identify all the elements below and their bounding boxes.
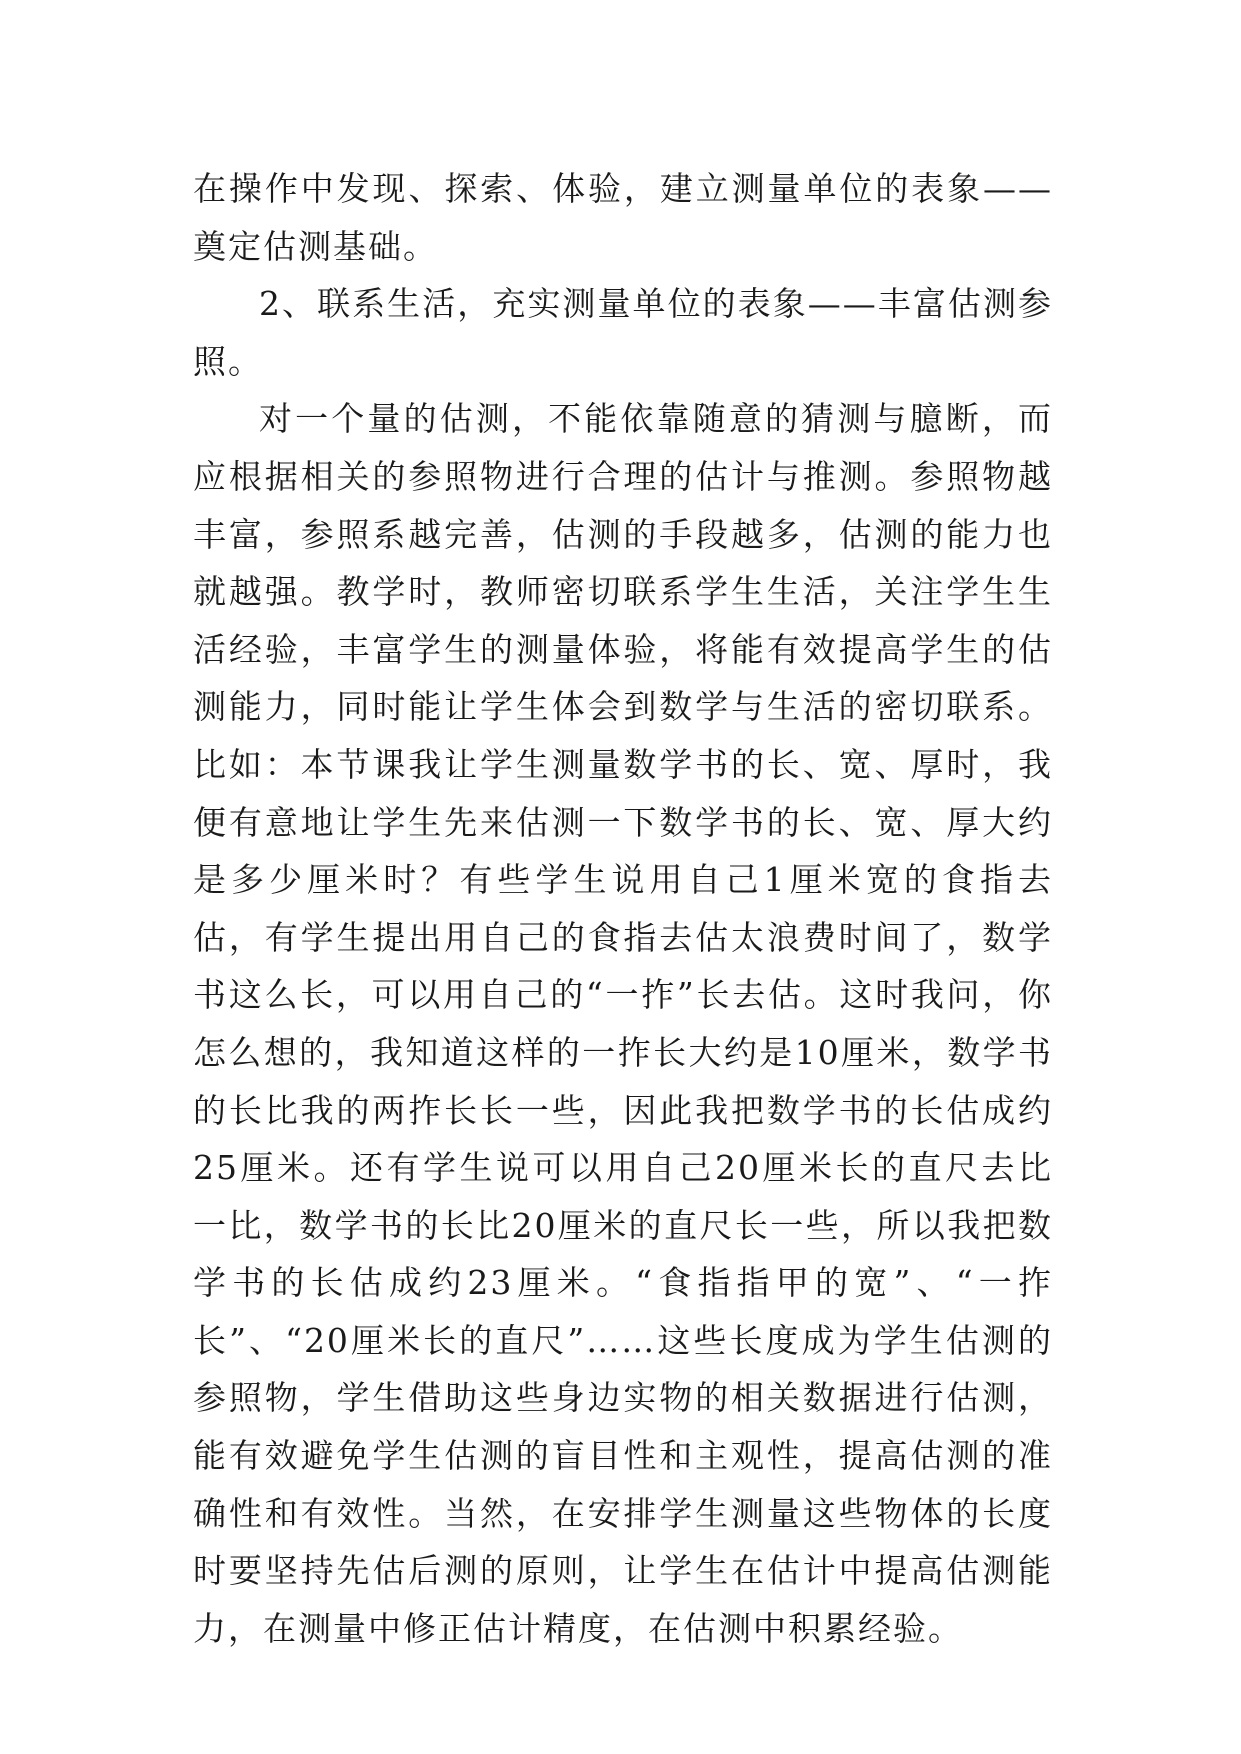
paragraph-body: 对一个量的估测，不能依靠随意的猜测与臆断，而应根据相关的参照物进行合理的估计与推测。参照物越丰富，参照系越完善，估测的手段越多，估测的能力也就越强。教学时，教师密切联系学生生活，关注学生生活经验，丰富学生的测量体验，将能有效提高学生的估测能力，同时能让学生体会到数学与生活的密切联系。比如：本节课我让学生测量数学书的长、宽、厚时，我便有意地让学生先来估测一下数学书的长、宽、厚大约是多少厘米时？有些学生说用自己1厘米宽的食指去估，有学生提出用自己的食指去估太浪费时间了，数学书这么长，可以用自己的“一拃”长去估。这时我问，你怎么想的，我知道这样的一拃长大约是10厘米，数学书的长比我的两拃长长一些，因此我把数学书的长估成约25厘米。还有学生说可以用自己20厘米长的直尺去比一比，数学书的长比20厘米的直尺长一些，所以我把数学书的长估成约23厘米。“食指指甲的宽”、“一拃长”、“20厘米长的直尺”……这些长度成为学生估测的参照物，学生借助这些身边实物的相关数据进行估测，能有效避免学生估测的盲目性和主观性，提高估测的准确性和有效性。当然，在安排学生测量这些物体的长度时要坚持先估后测的原则，让学生在估计中提高估测能力，在测量中修正估计精度，在估测中积累经验。 <box>193 399 1053 1648</box>
paragraph-continuation: 在操作中发现、探索、体验，建立测量单位的表象——奠定估测基础。 <box>193 169 1053 266</box>
section-heading: 2、联系生活，充实测量单位的表象——丰富估测参照。 <box>193 284 1053 381</box>
body-text <box>193 160 1053 1657</box>
